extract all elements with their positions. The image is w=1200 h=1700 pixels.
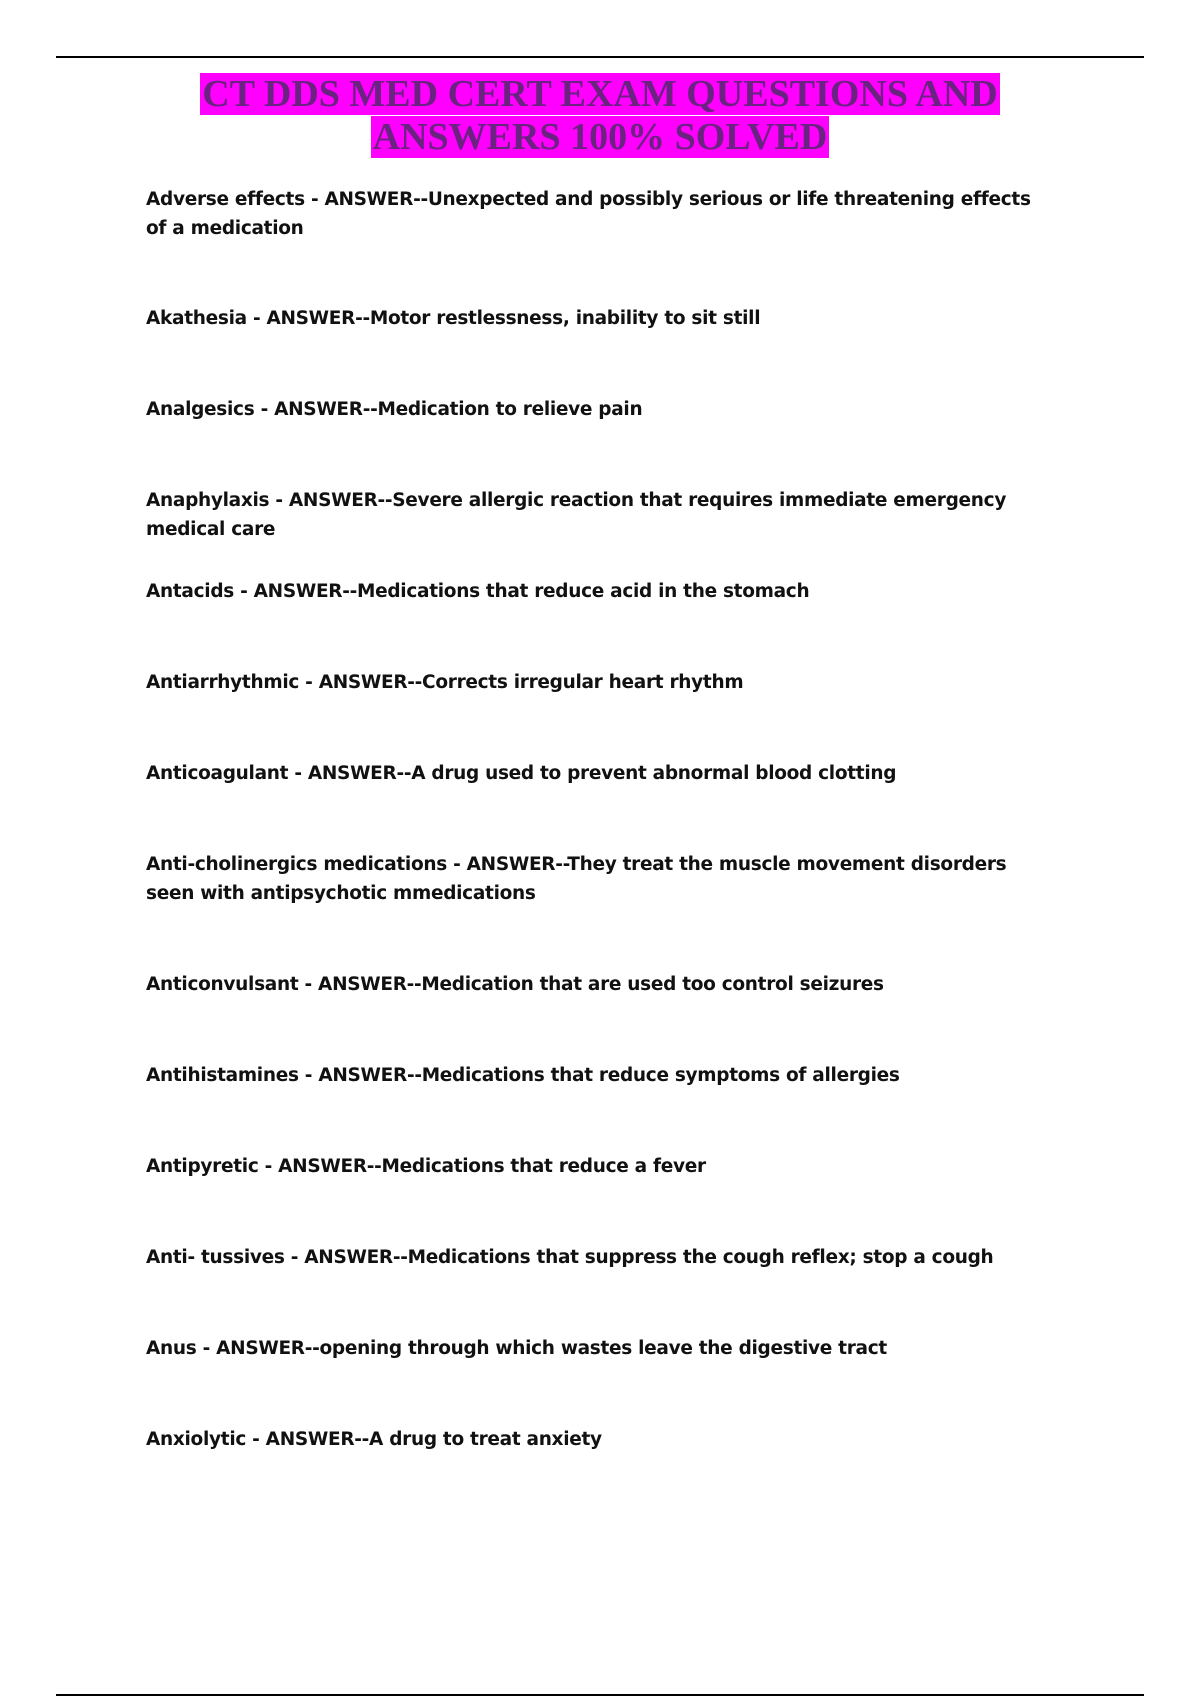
qa-item-antihistamines: Antihistamines - ANSWER--Medications that reduce symptoms of allergies [146, 1065, 900, 1086]
qa-item-akathesia: Akathesia - ANSWER--Motor restlessness, inability to sit still [146, 308, 761, 329]
qa-item-anaphylaxis: Anaphylaxis - ANSWER--Severe allergic reaction that requires immediate emergency medical care [146, 490, 1007, 540]
qa-item-anti-cholinergics: Anti-cholinergics medications - ANSWER--They treat the muscle movement disorders seen with antipsychotic mmedications [146, 854, 1007, 904]
title-line-1: CT DDS MED CERT EXAM QUESTIONS AND [202, 73, 998, 115]
qa-item-antacids: Antacids - ANSWER--Medications that reduce acid in the stomach [146, 581, 810, 602]
qa-item-anus: Anus - ANSWER--opening through which wastes leave the digestive tract [146, 1338, 887, 1359]
title-line-2: ANSWERS 100% SOLVED [372, 116, 828, 158]
document-title [100, 73, 1100, 159]
qa-item-anticonvulsant: Anticonvulsant - ANSWER--Medication that are used too control seizures [146, 974, 884, 995]
qa-item-antipyretic: Antipyretic - ANSWER--Medications that reduce a fever [146, 1156, 706, 1177]
qa-item-anticoagulant: Anticoagulant - ANSWER--A drug used to prevent abnormal blood clotting [146, 763, 897, 784]
qa-item-anti-tussives: Anti- tussives - ANSWER--Medications that suppress the cough reflex; stop a cough [146, 1247, 994, 1268]
qa-item-analgesics: Analgesics - ANSWER--Medication to relieve pain [146, 399, 643, 420]
qa-item-adverse-effects: Adverse effects - ANSWER--Unexpected and possibly serious or life threatening effects of a medication [146, 189, 1031, 239]
bottom-rule [56, 1694, 1144, 1696]
top-rule [56, 56, 1144, 58]
qa-item-antiarrhythmic: Antiarrhythmic - ANSWER--Corrects irregular heart rhythm [146, 672, 744, 693]
qa-item-anxiolytic: Anxiolytic - ANSWER--A drug to treat anxiety [146, 1429, 602, 1450]
